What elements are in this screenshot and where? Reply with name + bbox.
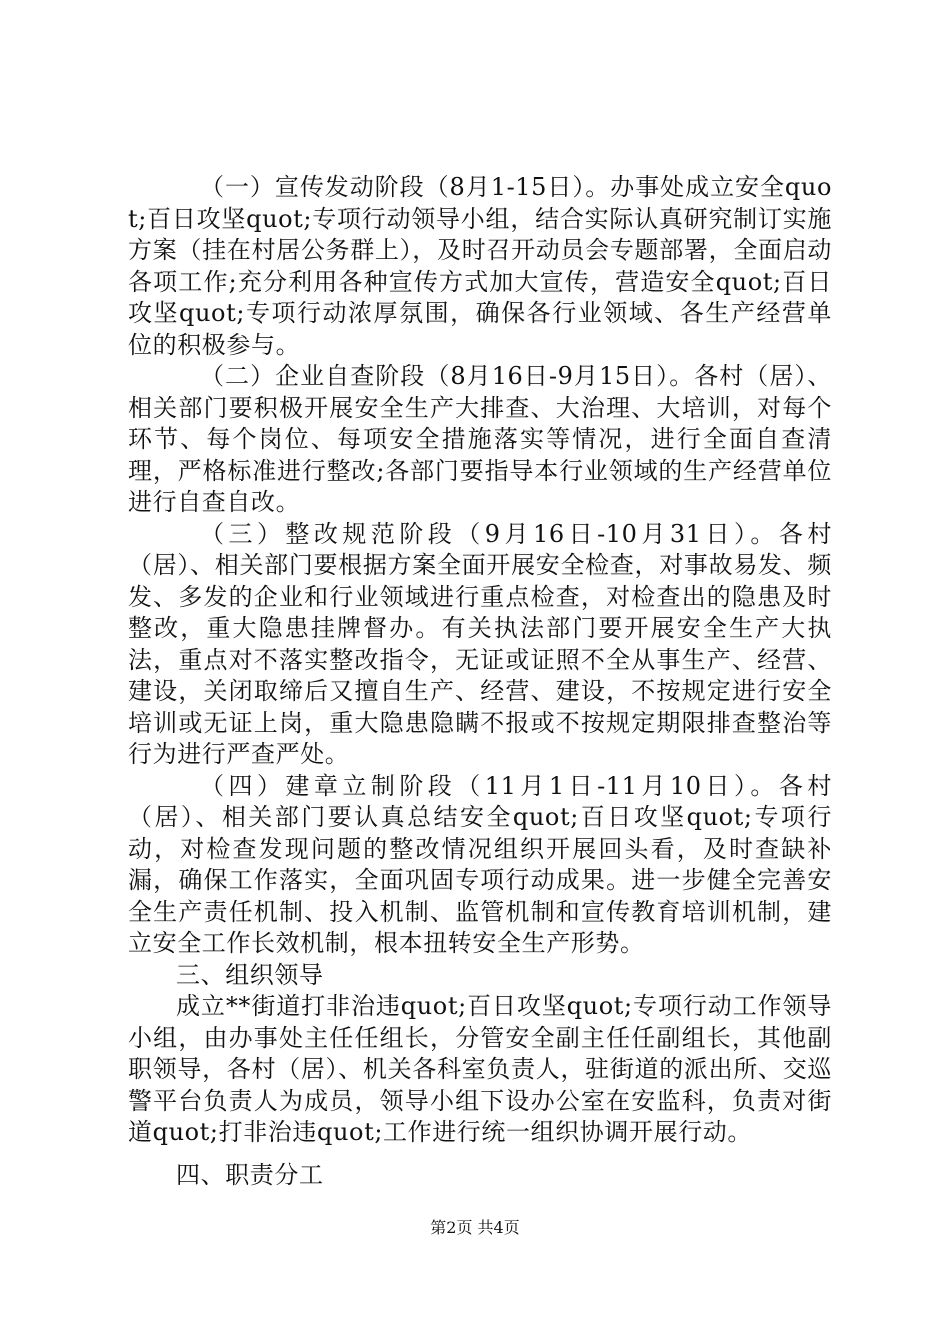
page-number-footer: 第2页 共4页 <box>430 1218 520 1237</box>
paragraph-stage-4: （四）建章立制阶段（11月1日-11月10日）。各村（居）、相关部门要认真总结安全quot;百日攻坚quot;专项行动，对检查发现问题的整改情况组织开展回头看，及时查缺补漏，确保工作落实，全面巩固专项行动成果。进一步健全完善安全生产责任机制、投入机制、监管机制和宣传教育培训机制，建立安全工作长效机制，根本扭转安全生产形势。 <box>128 771 832 957</box>
section-heading-organization: 三、组织领导 <box>176 960 324 989</box>
document-body <box>128 172 832 1197</box>
paragraph-stage-1: （一）宣传发动阶段（8月1-15日）。办事处成立安全quot;百日攻坚quot;专项行动领导小组，结合实际认真研究制订实施方案（挂在村居公务群上），及时召开动员会专题部署，全面启动各项工作;充分利用各种宣传方式加大宣传，营造安全quot;百日攻坚quot;专项行动浓厚氛围，确保各行业领域、各生产经营单位的积极参与。 <box>128 173 832 359</box>
paragraph-organization: 成立**街道打非治违quot;百日攻坚quot;专项行动工作领导小组，由办事处主任任组长，分管安全副主任任副组长，其他副职领导，各村（居）、机关各科室负责人，驻街道的派出所、交巡警平台负责人为成员，领导小组下设办公室在安监科，负责对街道quot;打非治违quot;工作进行统一组织协调开展行动。 <box>128 992 832 1146</box>
paragraph-stage-3: （三）整改规范阶段（9月16日-10月31日）。各村（居）、相关部门要根据方案全面开展安全检查，对事故易发、频发、多发的企业和行业领域进行重点检查，对检查出的隐患及时整改，重大隐患挂牌督办。有关执法部门要开展安全生产大执法，重点对不落实整改指令，无证或证照不全从事生产、经营、建设，关闭取缔后又擅自生产、经营、建设，不按规定进行安全培训或无证上岗，重大隐患隐瞒不报或不按规定期限排查整治等行为进行严查严处。 <box>128 519 832 768</box>
paragraph-stage-2: （二）企业自查阶段（8月16日-9月15日）。各村（居）、相关部门要积极开展安全生产大排查、大治理、大培训，对每个环节、每个岗位、每项安全措施落实等情况，进行全面自查清理，严格标准进行整改;各部门要指导本行业领域的生产经营单位进行自查自改。 <box>128 362 832 516</box>
section-heading-duties: 四、职责分工 <box>176 1160 324 1189</box>
